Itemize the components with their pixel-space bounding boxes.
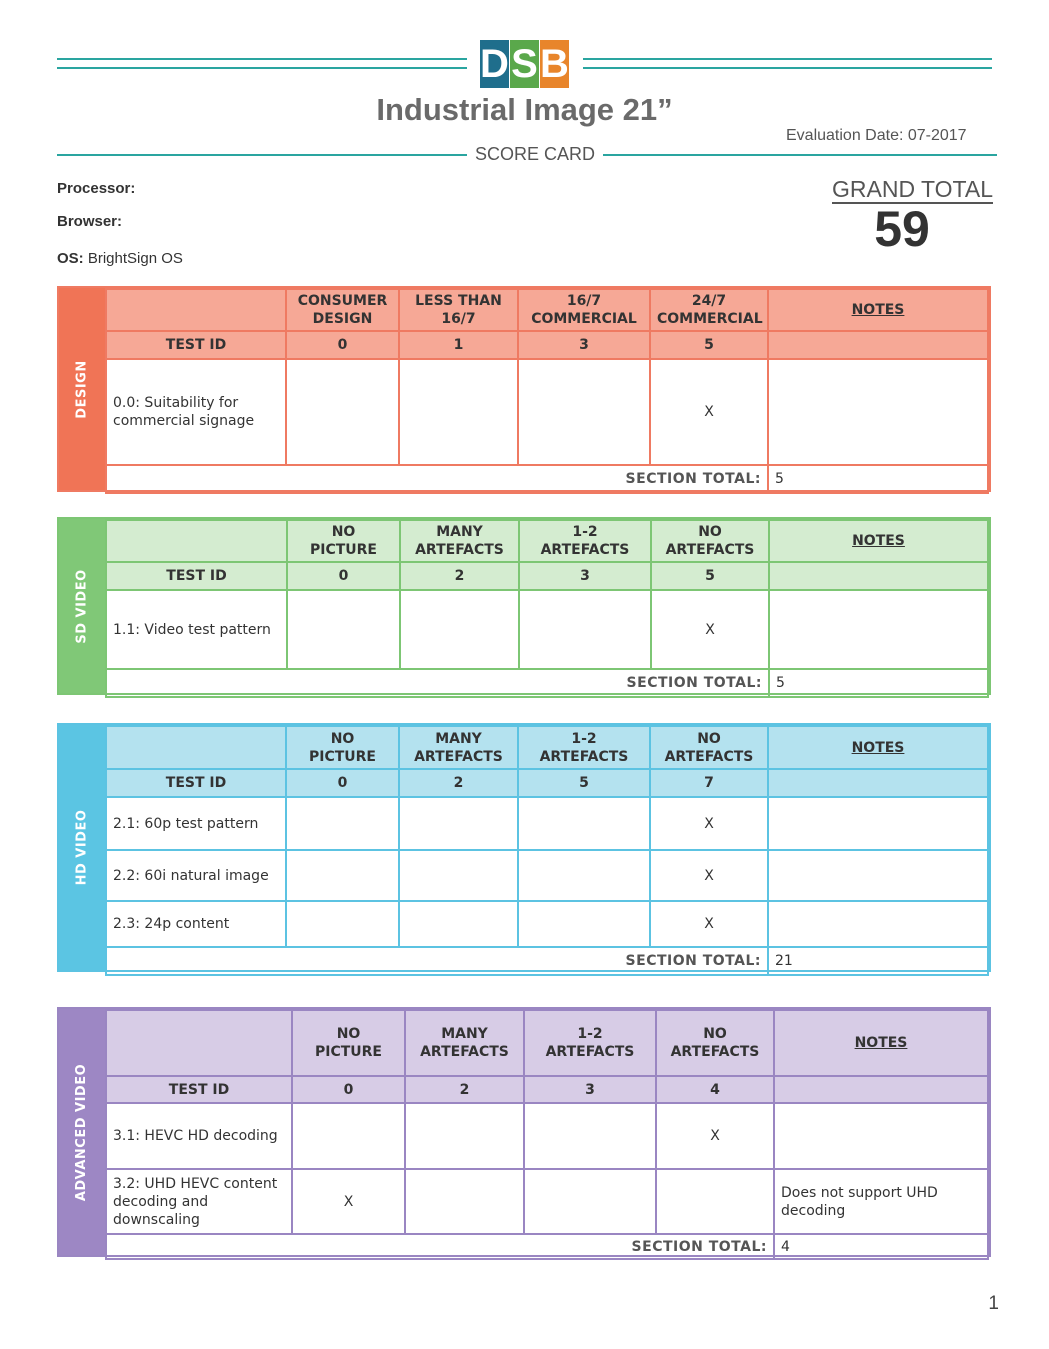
score-mark-cell: [286, 901, 399, 947]
test-row: [106, 1169, 988, 1234]
logo-letter-b: B: [540, 40, 569, 88]
score-mark-cell: [292, 1103, 405, 1169]
score-column-header: NO ARTEFACTS: [656, 1010, 774, 1076]
score-column-header: 1-2 ARTEFACTS: [518, 726, 650, 769]
section-total-label: SECTION TOTAL:: [106, 465, 768, 493]
score-points: 5: [518, 769, 650, 797]
test-id-cell: 2.1: 60p test pattern: [106, 797, 286, 850]
score-value-row: [106, 562, 988, 590]
score-mark-cell: [286, 797, 399, 850]
score-column-header: LESS THAN 16/7: [399, 289, 518, 331]
test-row: [106, 1103, 988, 1169]
section-hd-video: [57, 723, 991, 972]
section-total-label: SECTION TOTAL:: [106, 669, 769, 697]
notes-cell: [768, 797, 988, 850]
score-table: [105, 725, 989, 976]
notes-header: NOTES: [854, 1035, 908, 1051]
page-number: 1: [988, 1293, 999, 1314]
header-blank-cell: [106, 1010, 292, 1076]
processor-label: Processor:: [57, 180, 136, 197]
score-points: 0: [292, 1076, 405, 1103]
os-value: BrightSign OS: [87, 250, 183, 267]
section-total-value: 5: [769, 669, 988, 697]
subtitle-text: SCORE CARD: [467, 144, 603, 164]
score-mark-cell: X: [650, 359, 768, 465]
column-header-row: [106, 1010, 988, 1076]
score-points: 7: [650, 769, 768, 797]
test-row: [106, 850, 988, 901]
score-mark-cell: X: [650, 850, 768, 901]
notes-header: NOTES: [851, 739, 905, 756]
test-id-cell: 2.3: 24p content: [106, 901, 286, 947]
score-column-header: NO ARTEFACTS: [650, 726, 768, 769]
score-points: 0: [286, 331, 399, 359]
notes-cell: [768, 901, 988, 947]
section-total-value: 4: [774, 1234, 988, 1259]
score-column-header: MANY ARTEFACTS: [399, 726, 518, 769]
browser-line: [57, 213, 122, 230]
notes-cell: [769, 590, 988, 669]
score-column-header: MANY ARTEFACTS: [400, 520, 519, 562]
score-mark-cell: [518, 359, 650, 465]
browser-label: Browser:: [57, 213, 123, 230]
page-title: Industrial Image 21”: [376, 92, 673, 127]
test-row: [106, 590, 988, 669]
header-rule-right-top: [583, 58, 992, 60]
score-mark-cell: [286, 850, 399, 901]
notes-score-blank: [769, 562, 988, 590]
score-points: 4: [656, 1076, 774, 1103]
score-points: 0: [286, 769, 399, 797]
section-design: [57, 286, 991, 492]
score-mark-cell: X: [651, 590, 769, 669]
section-name: SD VIDEO: [74, 568, 90, 644]
score-column-header: 24/7 COMMERCIAL: [650, 289, 768, 331]
score-mark-cell: X: [650, 797, 768, 850]
test-id-cell: 0.0: Suitability for commercial signage: [106, 359, 286, 465]
score-mark-cell: [287, 590, 400, 669]
score-value-row: [106, 769, 988, 797]
test-row: [106, 901, 988, 947]
section-total-row: [106, 947, 988, 975]
test-id-cell: 1.1: Video test pattern: [106, 590, 287, 669]
section-name: DESIGN: [74, 359, 90, 419]
dsb-logo: [480, 40, 570, 88]
notes-header-cell: [774, 1010, 988, 1076]
score-column-header: CONSUMER DESIGN: [286, 289, 399, 331]
section-total-value: 5: [768, 465, 988, 493]
score-column-header: NO PICTURE: [286, 726, 399, 769]
score-mark-cell: [524, 1103, 656, 1169]
score-points: 3: [518, 331, 650, 359]
score-table: [105, 519, 989, 698]
section-sd-video: [57, 517, 991, 695]
score-mark-cell: [286, 359, 399, 465]
score-mark-cell: [519, 590, 651, 669]
test-id-header: TEST ID: [106, 562, 287, 590]
score-mark-cell: [656, 1169, 774, 1234]
notes-header: NOTES: [852, 533, 905, 549]
test-row: [106, 797, 988, 850]
score-mark-cell: [400, 590, 519, 669]
score-column-header: MANY ARTEFACTS: [405, 1010, 524, 1076]
test-id-header: TEST ID: [106, 331, 286, 359]
score-points: 1: [399, 331, 518, 359]
test-id-cell: 2.2: 60i natural image: [106, 850, 286, 901]
score-column-header: 1-2 ARTEFACTS: [524, 1010, 656, 1076]
notes-header-cell: [769, 520, 988, 562]
section-total-label: SECTION TOTAL:: [106, 947, 768, 975]
score-mark-cell: [399, 850, 518, 901]
os-label: OS:: [57, 250, 84, 267]
score-mark-cell: [405, 1103, 524, 1169]
score-column-header: 1-2 ARTEFACTS: [519, 520, 651, 562]
score-points: 2: [399, 769, 518, 797]
test-id-header: TEST ID: [106, 769, 286, 797]
score-value-row: [106, 331, 988, 359]
section-total-row: [106, 669, 988, 697]
evaluation-date: Evaluation Date: 07-2017: [786, 127, 967, 144]
notes-cell: Does not support UHD decoding: [774, 1169, 988, 1234]
score-points: 5: [650, 331, 768, 359]
score-mark-cell: [399, 797, 518, 850]
notes-header: NOTES: [851, 302, 905, 318]
score-points: 3: [519, 562, 651, 590]
section-side-label: [59, 1009, 105, 1255]
test-id-header: TEST ID: [106, 1076, 292, 1103]
test-id-cell: 3.1: HEVC HD decoding: [106, 1103, 292, 1169]
section-total-value: 21: [768, 947, 988, 975]
score-points: 2: [400, 562, 519, 590]
score-mark-cell: [518, 901, 650, 947]
notes-cell: [768, 359, 988, 465]
logo-letter-d: D: [480, 40, 509, 88]
section-total-row: [106, 465, 988, 493]
score-column-header: NO PICTURE: [287, 520, 400, 562]
notes-cell: [774, 1103, 988, 1169]
header-blank-cell: [106, 726, 286, 769]
processor-line: [57, 180, 135, 197]
section-name: ADVANCED VIDEO: [74, 1063, 90, 1201]
score-mark-cell: [399, 901, 518, 947]
column-header-row: [106, 726, 988, 769]
score-value-row: [106, 1076, 988, 1103]
notes-header-cell: [768, 289, 988, 331]
header-rule-left-bottom: [57, 67, 467, 69]
notes-header-cell: [768, 726, 988, 769]
os-line: [57, 250, 183, 267]
score-mark-cell: X: [656, 1103, 774, 1169]
column-header-row: [106, 520, 988, 562]
header-rule-right-bottom: [583, 67, 992, 69]
section-total-row: [106, 1234, 988, 1259]
score-points: 2: [405, 1076, 524, 1103]
notes-cell: [768, 850, 988, 901]
score-column-header: 16/7 COMMERCIAL: [518, 289, 650, 331]
section-side-label: [59, 519, 105, 693]
score-mark-cell: [399, 359, 518, 465]
section-name: HD VIDEO: [74, 809, 90, 886]
score-points: 5: [651, 562, 769, 590]
header-rule-left-top: [57, 58, 467, 60]
test-row: [106, 359, 988, 465]
score-points: 0: [287, 562, 400, 590]
score-mark-cell: X: [650, 901, 768, 947]
score-mark-cell: [518, 797, 650, 850]
section-total-label: SECTION TOTAL:: [106, 1234, 774, 1259]
score-mark-cell: [405, 1169, 524, 1234]
logo-letter-s: S: [510, 40, 539, 88]
grand-total-value: 59: [874, 201, 930, 257]
notes-score-blank: [768, 769, 988, 797]
header-blank-cell: [106, 520, 287, 562]
section-side-label: [59, 288, 105, 490]
notes-score-blank: [774, 1076, 988, 1103]
score-mark-cell: X: [292, 1169, 405, 1234]
section-side-label: [59, 725, 105, 970]
notes-score-blank: [768, 331, 988, 359]
page-subtitle: [0, 144, 1049, 165]
score-mark-cell: [524, 1169, 656, 1234]
score-table: [105, 288, 989, 494]
score-points: 3: [524, 1076, 656, 1103]
section-advanced-video: [57, 1007, 991, 1257]
column-header-row: [106, 289, 988, 331]
score-table: [105, 1009, 989, 1260]
score-mark-cell: [518, 850, 650, 901]
header-blank-cell: [106, 289, 286, 331]
score-column-header: NO PICTURE: [292, 1010, 405, 1076]
grand-total-label: GRAND TOTAL: [832, 176, 994, 202]
test-id-cell: 3.2: UHD HEVC content decoding and downscaling: [106, 1169, 292, 1234]
score-column-header: NO ARTEFACTS: [651, 520, 769, 562]
